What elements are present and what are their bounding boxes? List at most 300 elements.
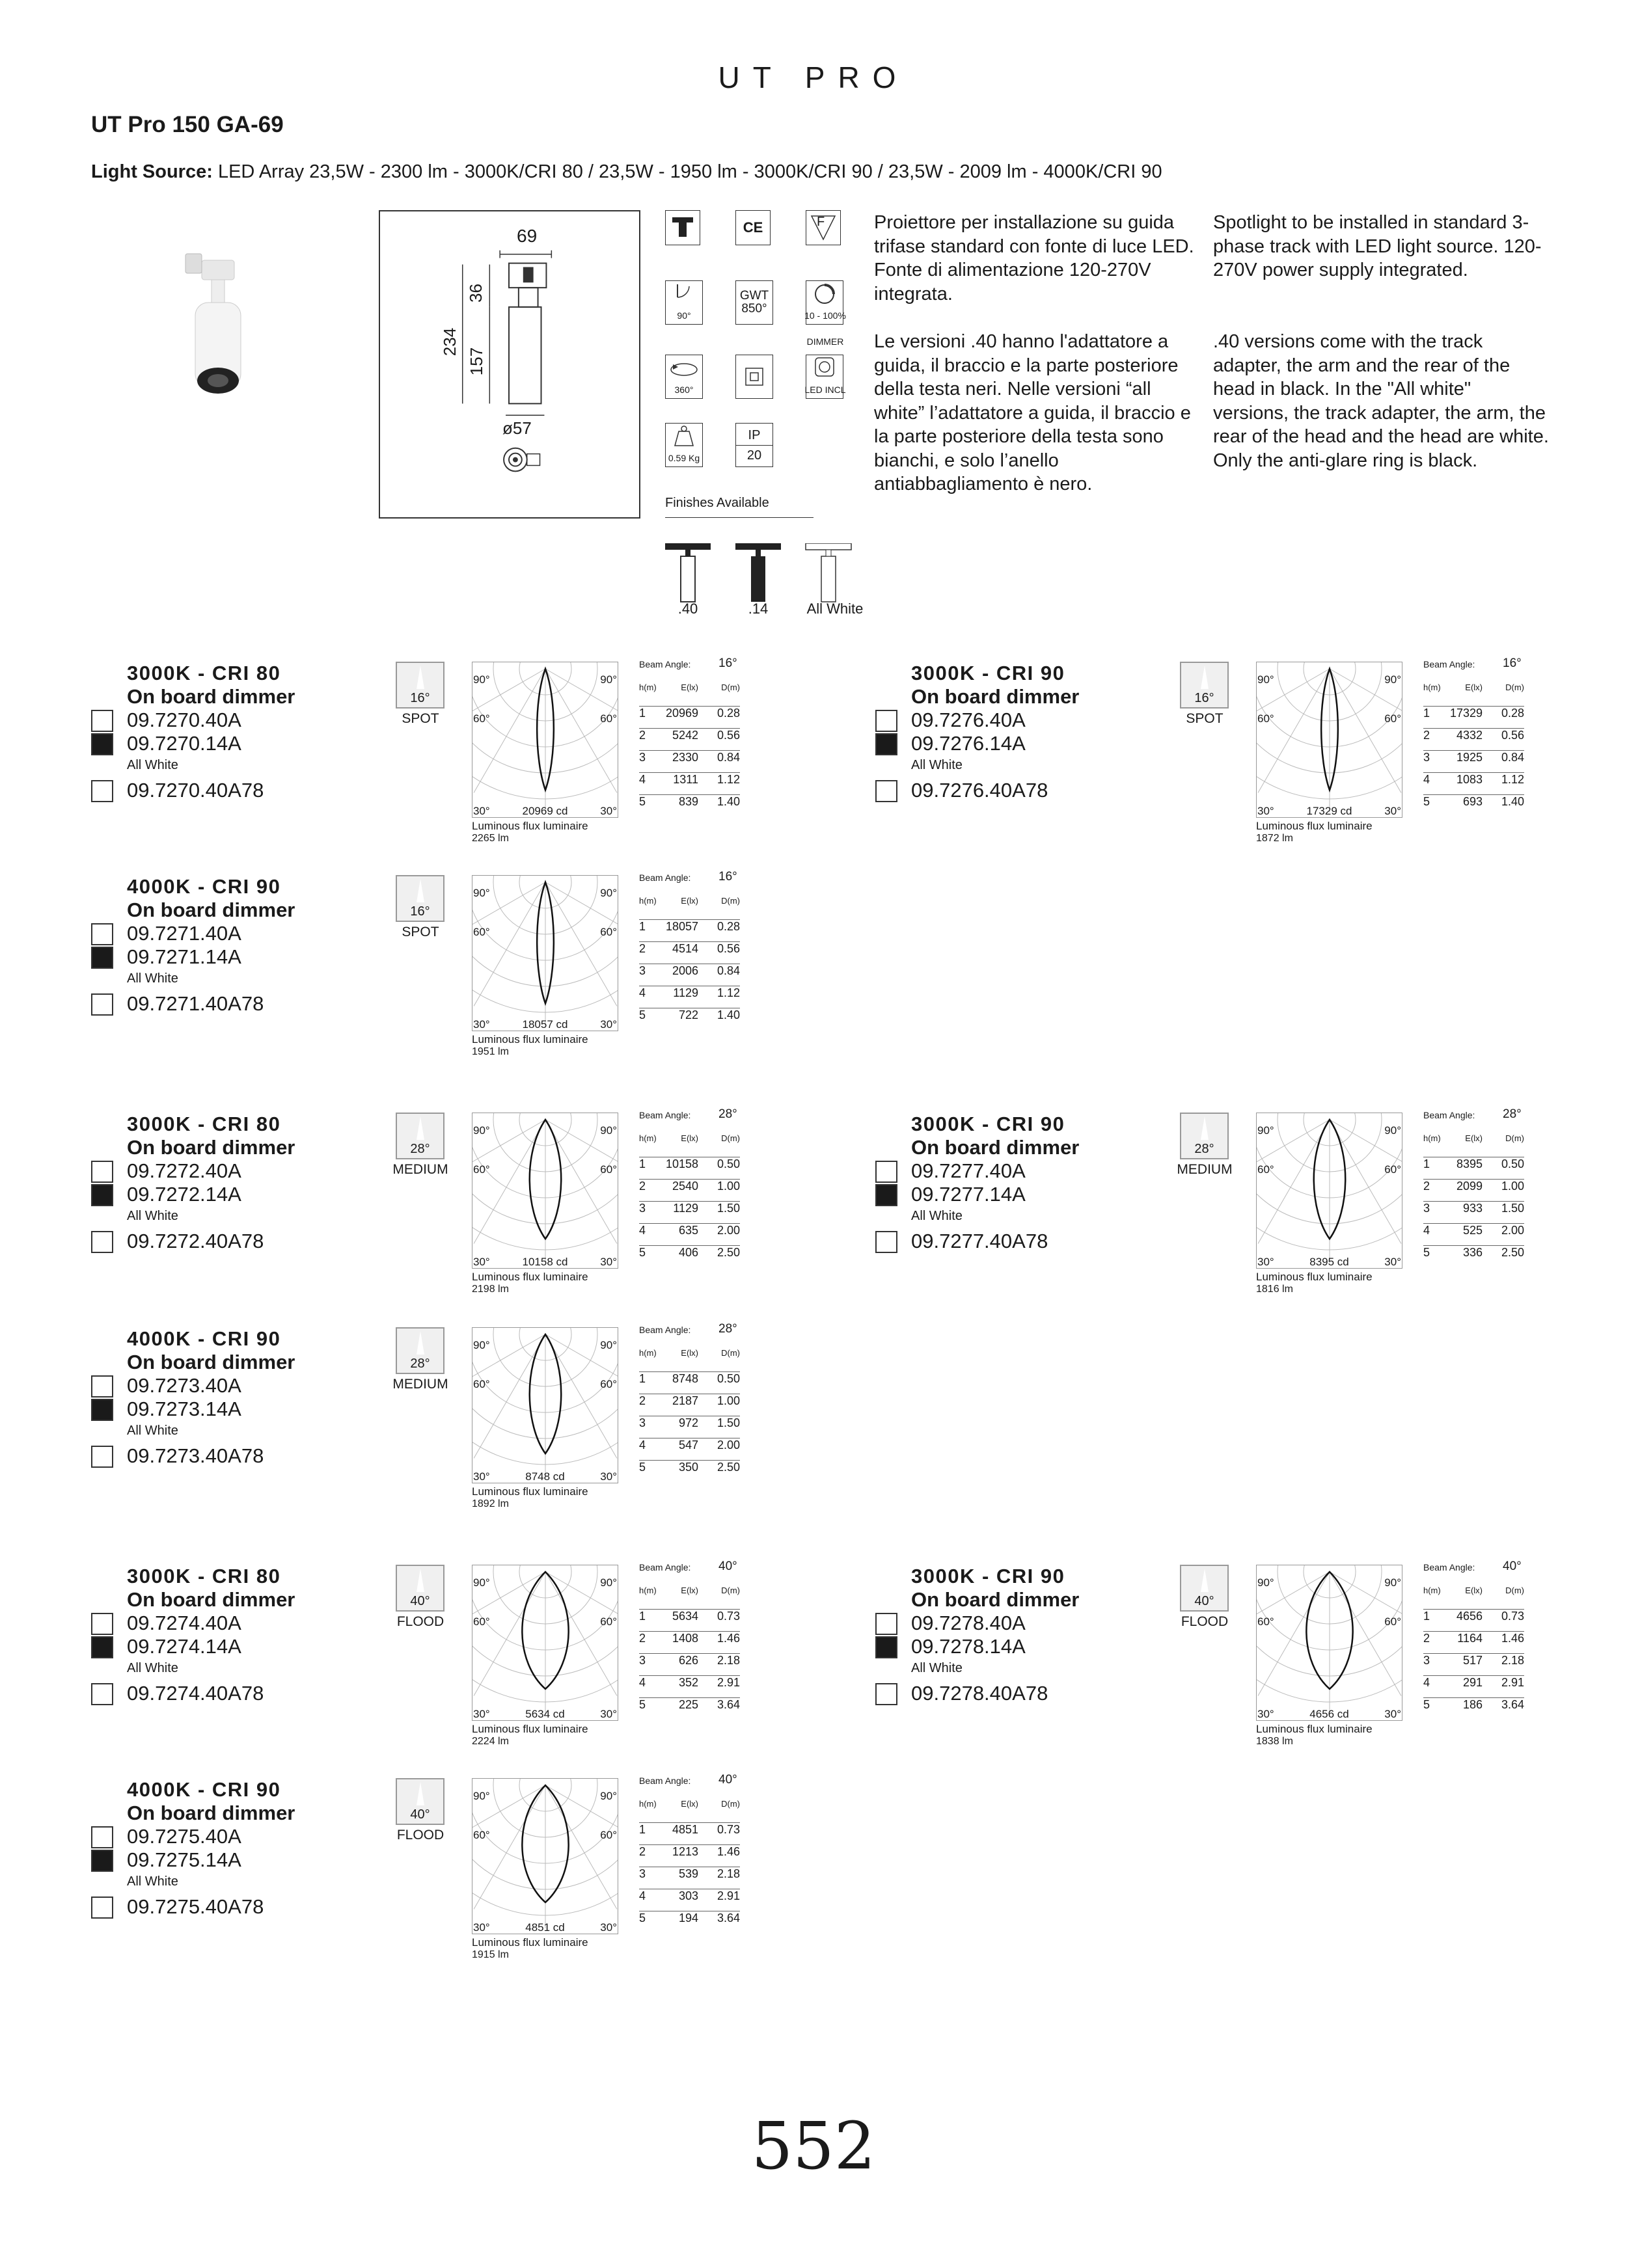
finishes-title: Finishes Available [665,496,769,510]
table-cell-d: 3.64 [717,1698,740,1711]
weight-label: 0.59 Kg [668,453,700,463]
polar-label: 60° [473,1615,490,1628]
polar-diagram [1256,1565,1402,1747]
variant-title: 3000K - CRI 80 [127,1113,281,1135]
header-h: h(m) [1423,682,1441,692]
class-icon [735,355,773,399]
header-d: D(m) [721,1348,740,1358]
flux-label: Luminous flux luminaire [472,1936,588,1949]
all-white-label: All White [127,1209,178,1223]
variant-block [875,656,1624,857]
flux-value: 2265 lm [472,833,509,844]
polar-label: 60° [600,1615,617,1628]
header-e: E(lx) [681,1133,698,1143]
page-number: 552 [751,2108,876,2184]
header-e: E(lx) [681,682,698,692]
table-cell-d: 0.73 [717,1610,740,1623]
table-row [639,1008,740,1030]
table-cell-d: 0.56 [717,729,740,742]
table-cell-e: 635 [678,1224,698,1237]
header-h: h(m) [639,1586,657,1595]
table-cell-e: 626 [678,1654,698,1667]
polar-label: 90° [600,1576,617,1589]
variant-title: 4000K - CRI 90 [127,1778,281,1801]
beam-type: FLOOD [1181,1614,1229,1629]
table-cell-e: 1408 [672,1632,698,1645]
variant-block [875,1107,1624,1308]
table-cell-d: 0.84 [717,751,740,764]
swatch-black [875,1184,897,1206]
beam-angle-value: 28° [718,1322,737,1336]
table-cell-h: 3 [639,751,646,764]
polar-label: 30° [473,1921,490,1934]
header-e: E(lx) [681,1348,698,1358]
polar-label: 60° [600,712,617,725]
gwt-icon [735,280,773,325]
table-cell-h: 1 [639,1372,646,1385]
table-cell-e: 17329 [1449,707,1483,720]
dimmer-range: 10 - 100% [804,310,846,321]
beam-angle-value: 16° [718,656,737,670]
table-cell-e: 4656 [1456,1610,1483,1623]
table-row [639,1157,740,1179]
table-row [1423,1179,1524,1201]
table-row [639,919,740,941]
table-row [639,1371,740,1394]
table-cell-e: 539 [678,1867,698,1880]
header-d: D(m) [721,896,740,906]
table-cell-h: 3 [1423,751,1430,764]
beam-angle-value: 40° [718,1559,737,1573]
beam-degree: 16° [1194,691,1214,705]
code-14: 09.7272.14A [127,1183,241,1206]
code-40: 09.7276.40A [911,709,1026,731]
beam-type: MEDIUM [392,1162,448,1177]
table-row [1423,750,1524,772]
polar-candela: 8748 cd [525,1470,565,1483]
table-cell-d: 0.56 [717,942,740,955]
table-cell-d: 0.50 [1501,1157,1524,1170]
polar-diagram [472,1327,618,1509]
swatch-white [91,780,113,802]
polar-label: 60° [1384,1615,1401,1628]
code-40: 09.7275.40A [127,1825,241,1848]
code-40: 09.7277.40A [911,1159,1026,1182]
header-h: h(m) [639,1133,657,1143]
polar-label: 30° [600,1470,617,1483]
header-e: E(lx) [681,896,698,906]
beam-type: MEDIUM [392,1377,448,1392]
table-cell-d: 2.91 [717,1889,740,1902]
table-row [639,1653,740,1675]
table-cell-d: 2.18 [717,1654,740,1667]
header-e: E(lx) [681,1799,698,1809]
table-cell-h: 2 [639,1394,646,1407]
table-cell-e: 406 [678,1246,698,1259]
table-cell-e: 4514 [672,942,698,955]
polar-label: 90° [1257,1124,1274,1137]
table-cell-e: 722 [678,1008,698,1021]
polar-diagram [472,1778,618,1960]
all-white-label: All White [127,1661,178,1675]
variant-title: 3000K - CRI 90 [911,1565,1065,1587]
table-cell-e: 2099 [1456,1180,1483,1193]
table-cell-e: 2540 [672,1180,698,1193]
polar-label: 90° [1257,1576,1274,1589]
table-row [1423,772,1524,794]
polar-candela: 5634 cd [525,1708,565,1720]
beam-angle-value: 28° [1503,1107,1522,1121]
table-cell-e: 225 [678,1698,698,1711]
beam-type: SPOT [402,925,439,939]
table-cell-e: 8395 [1456,1157,1483,1170]
table-cell-h: 4 [1423,1224,1430,1237]
swatch-white [875,1231,897,1253]
table-cell-d: 1.40 [717,795,740,808]
table-cell-e: 10158 [665,1157,698,1170]
swatch-white [91,1897,113,1919]
table-cell-e: 303 [678,1889,698,1902]
swatch-black [91,733,113,755]
polar-label: 30° [1384,1256,1401,1268]
polar-label: 90° [1384,673,1401,686]
flux-label: Luminous flux luminaire [472,1723,588,1735]
polar-label: 90° [473,1124,490,1137]
polar-label: 60° [600,1829,617,1841]
table-cell-d: 1.46 [717,1845,740,1858]
table-cell-d: 1.46 [717,1632,740,1645]
code-white: 09.7274.40A78 [127,1682,264,1705]
flux-value: 2224 lm [472,1736,509,1747]
table-cell-e: 525 [1462,1224,1483,1237]
code-40: 09.7273.40A [127,1374,241,1397]
table-cell-e: 1925 [1456,751,1483,764]
variant-title: 4000K - CRI 90 [127,875,281,898]
variant-dimmer: On board dimmer [911,1136,1080,1159]
header-d: D(m) [721,682,740,692]
table-cell-d: 1.12 [1501,773,1524,786]
table-cell-d: 1.00 [1501,1180,1524,1193]
swatch-white [91,1231,113,1253]
table-cell-d: 2.50 [717,1461,740,1474]
all-white-label: All White [127,971,178,986]
polar-candela: 18057 cd [522,1018,568,1031]
table-cell-h: 5 [1423,795,1430,808]
dim-top: 36 [465,284,485,303]
table-cell-d: 1.40 [717,1008,740,1021]
variant-dimmer: On board dimmer [127,685,295,708]
table-cell-d: 3.64 [1501,1698,1524,1711]
table-cell-h: 2 [1423,729,1430,742]
table-row [1423,1631,1524,1653]
code-40: 09.7271.40A [127,922,241,945]
polar-label: 60° [473,1378,490,1390]
dim-total: 234 [440,327,460,357]
header-e: E(lx) [1465,1133,1483,1143]
table-cell-h: 3 [1423,1202,1430,1215]
ip-icon [735,423,773,467]
table-cell-e: 4851 [672,1823,698,1836]
table-row [639,1394,740,1416]
table-cell-e: 693 [1462,795,1483,808]
beam-angle-value: 16° [1503,656,1522,670]
polar-label: 60° [1257,1163,1274,1176]
table-cell-e: 2006 [672,964,698,977]
table-cell-d: 0.84 [717,964,740,977]
table-row [1423,1223,1524,1245]
variant-dimmer: On board dimmer [127,898,295,921]
code-white: 09.7275.40A78 [127,1895,264,1918]
flux-label: Luminous flux luminaire [472,1033,588,1046]
beam-type: SPOT [402,711,439,726]
table-row [1423,1675,1524,1697]
polar-label: 60° [600,926,617,938]
table-cell-h: 4 [1423,773,1430,786]
beam-degree: 16° [410,904,430,919]
polar-label: 60° [1257,712,1274,725]
table-row [1423,1609,1524,1631]
polar-label: 90° [600,1339,617,1351]
table-cell-e: 1129 [673,986,698,999]
table-cell-e: 20969 [665,707,698,720]
polar-label: 30° [473,1018,490,1031]
ip-label: IP [748,427,761,442]
header-e: E(lx) [681,1586,698,1595]
polar-label: 90° [1384,1576,1401,1589]
table-row [639,1867,740,1889]
table-cell-e: 1213 [672,1845,698,1858]
polar-label: 30° [473,1708,490,1720]
table-cell-h: 5 [639,1911,646,1924]
table-row [639,728,740,750]
table-row [639,706,740,728]
dim-diameter: ø57 [502,418,532,438]
flux-label: Luminous flux luminaire [472,820,588,832]
beam-angle-value: 40° [718,1773,737,1787]
finish-label-white: All White [806,601,864,617]
beam-angle-label: Beam Angle: [1423,1110,1475,1120]
table-cell-e: 1311 [673,773,698,786]
table-cell-h: 2 [639,1632,646,1645]
polar-label: 30° [1257,1708,1274,1720]
table-cell-e: 8748 [672,1372,698,1385]
table-row [1423,1157,1524,1179]
all-white-label: All White [127,1424,178,1438]
table-cell-d: 1.12 [717,986,740,999]
beam-degree: 40° [1194,1594,1214,1608]
code-white: 09.7271.40A78 [127,992,264,1015]
header-d: D(m) [721,1133,740,1143]
header-d: D(m) [721,1586,740,1595]
code-14: 09.7277.14A [911,1183,1026,1206]
ip-value: 20 [736,445,772,465]
beam-degree: 40° [410,1807,430,1822]
beam-angle-label: Beam Angle: [639,1110,691,1120]
polar-diagram [472,662,618,844]
icon-grid [665,210,846,490]
all-white-label: All White [911,1661,963,1675]
swatch-black-white [91,1613,113,1635]
polar-label: 30° [1257,1256,1274,1268]
polar-diagram [1256,662,1402,844]
code-white: 09.7273.40A78 [127,1444,264,1467]
table-cell-e: 352 [678,1676,698,1689]
beam-angle-value: 40° [1503,1559,1522,1573]
table-row [639,772,740,794]
track-icon [665,210,700,245]
table-cell-h: 3 [639,1654,646,1667]
beam-degree: 28° [410,1357,430,1371]
table-cell-h: 5 [639,795,646,808]
table-row [639,794,740,817]
table-cell-d: 2.50 [1501,1246,1524,1259]
polar-label: 30° [1384,805,1401,817]
variant-dimmer: On board dimmer [911,685,1080,708]
polar-label: 90° [473,1339,490,1351]
variant-title: 4000K - CRI 90 [127,1327,281,1350]
header-d: D(m) [1505,682,1524,692]
table-cell-d: 0.28 [717,920,740,933]
polar-candela: 20969 cd [522,805,568,817]
polar-label: 90° [600,887,617,899]
table-cell-h: 1 [639,920,646,933]
table-row [639,941,740,964]
table-cell-d: 0.50 [717,1372,740,1385]
header-e: E(lx) [1465,682,1483,692]
all-white-label: All White [911,1209,963,1223]
table-row [639,1201,740,1223]
finish-label-14: .14 [748,601,769,617]
polar-label: 60° [600,1378,617,1390]
table-row [1423,1697,1524,1720]
variant-block [875,1559,1624,1760]
code-14: 09.7278.14A [911,1635,1026,1658]
swatch-black [875,733,897,755]
table-row [639,1609,740,1631]
polar-candela: 17329 cd [1306,805,1352,817]
polar-label: 60° [473,1829,490,1841]
description-en-1: Spotlight to be installed in standard 3-phase track with LED light source. 120-270V power supply integrated. [1213,212,1542,280]
polar-diagram [1256,1113,1402,1295]
table-cell-e: 5242 [672,729,698,742]
swatch-black-white [91,1161,113,1183]
beam-angle-value: 28° [718,1107,737,1121]
beam-type: MEDIUM [1177,1162,1233,1177]
table-cell-h: 1 [639,1157,646,1170]
table-cell-e: 336 [1462,1246,1483,1259]
table-row [639,1631,740,1653]
table-row [639,1223,740,1245]
table-cell-d: 1.50 [1501,1202,1524,1215]
polar-candela: 4656 cd [1309,1708,1349,1720]
table-cell-h: 4 [639,986,646,999]
swatch-black-white [875,1613,897,1635]
beam-angle-value: 16° [718,870,737,884]
code-white: 09.7270.40A78 [127,779,264,802]
polar-label: 30° [600,1921,617,1934]
table-cell-d: 2.00 [1501,1224,1524,1237]
table-cell-d: 1.00 [717,1180,740,1193]
header-d: D(m) [721,1799,740,1809]
brand-title: UT PRO [718,61,909,94]
header-h: h(m) [639,1348,657,1358]
table-cell-d: 2.91 [717,1676,740,1689]
table-cell-h: 3 [639,964,646,977]
table-cell-d: 0.73 [717,1823,740,1836]
swatch-white [91,1446,113,1468]
variant-title: 3000K - CRI 80 [127,662,281,684]
table-cell-h: 2 [639,1180,646,1193]
variant-dimmer: On board dimmer [127,1588,295,1611]
table-cell-d: 0.28 [717,707,740,720]
table-cell-d: 2.50 [717,1246,740,1259]
table-row [1423,728,1524,750]
table-cell-h: 2 [639,1845,646,1858]
polar-label: 90° [600,1124,617,1137]
polar-label: 30° [1257,805,1274,817]
table-cell-d: 0.56 [1501,729,1524,742]
polar-label: 60° [1384,712,1401,725]
swatch-black-white [91,710,113,732]
beam-angle-label: Beam Angle: [639,659,691,669]
table-cell-e: 186 [1462,1698,1483,1711]
polar-label: 60° [600,1163,617,1176]
f-mark-icon [806,210,841,245]
code-white: 09.7277.40A78 [911,1230,1048,1252]
header-h: h(m) [639,1799,657,1809]
polar-label: 90° [600,1790,617,1802]
code-14: 09.7273.14A [127,1397,241,1420]
table-row [639,1675,740,1697]
table-cell-e: 4332 [1456,729,1483,742]
code-40: 09.7270.40A [127,709,241,731]
table-cell-d: 1.50 [717,1202,740,1215]
polar-label: 90° [1257,673,1274,686]
table-row [639,1822,740,1844]
table-cell-h: 1 [1423,1157,1430,1170]
table-row [639,986,740,1008]
polar-label: 60° [1384,1163,1401,1176]
table-cell-e: 2330 [672,751,698,764]
flux-value: 1816 lm [1256,1284,1293,1295]
all-white-label: All White [127,758,178,772]
table-cell-h: 3 [639,1202,646,1215]
table-cell-e: 1164 [1457,1632,1483,1645]
swatch-white [875,780,897,802]
swatch-white [875,1683,897,1705]
polar-diagram [472,1565,618,1747]
polar-label: 30° [600,1018,617,1031]
polar-candela: 8395 cd [1309,1256,1349,1268]
beam-type: SPOT [1186,711,1224,726]
table-cell-d: 0.73 [1501,1610,1524,1623]
header-h: h(m) [1423,1133,1441,1143]
swatch-black-white [875,1161,897,1183]
table-cell-e: 291 [1462,1676,1483,1689]
table-cell-e: 1129 [673,1202,698,1215]
table-cell-e: 517 [1462,1654,1483,1667]
variant-block [91,1322,840,1522]
swatch-black [875,1636,897,1658]
polar-label: 30° [473,1470,490,1483]
table-cell-e: 2187 [672,1394,698,1407]
code-14: 09.7274.14A [127,1635,241,1658]
table-cell-e: 839 [678,795,698,808]
variant-dimmer: On board dimmer [127,1136,295,1159]
dim-body: 157 [467,347,487,376]
table-cell-h: 2 [639,942,646,955]
table-cell-h: 1 [1423,1610,1430,1623]
